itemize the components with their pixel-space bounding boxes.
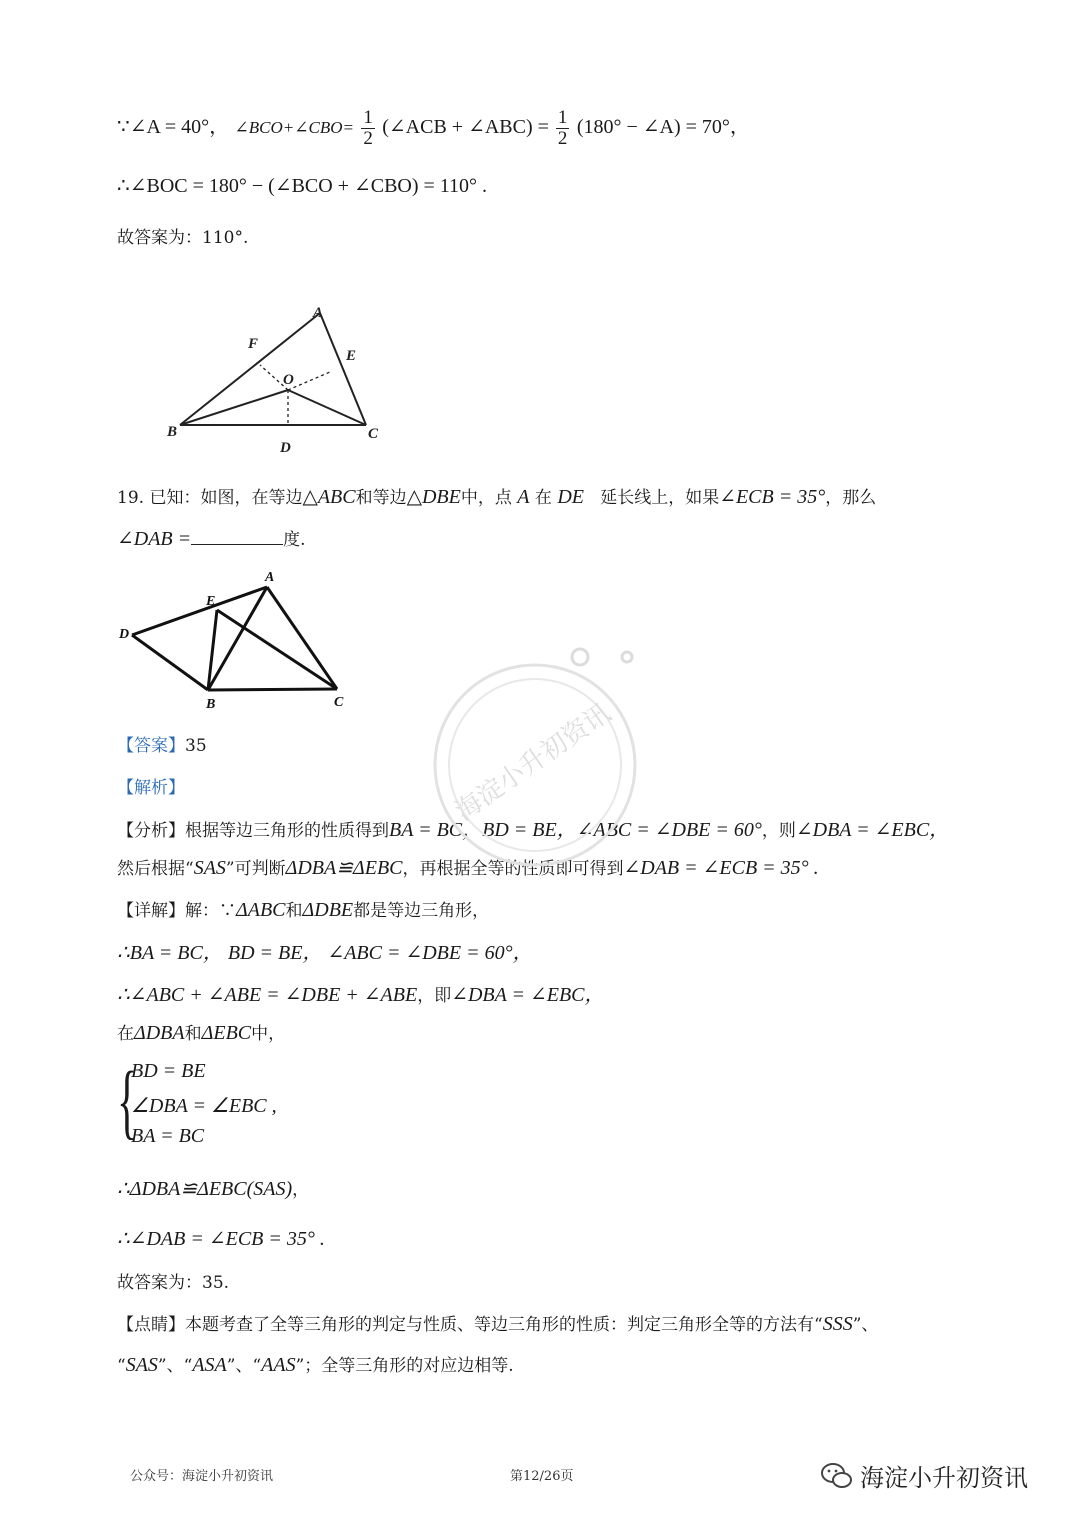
- side-ba: [180, 313, 320, 425]
- answer-line: 【答案】35: [117, 736, 207, 756]
- fenxi-line-1: 【分析】根据等边三角形的性质得到BA = BC，BD = BE，∠ABC = ∠DBE = 60°，则∠DBA = ∠EBC，: [117, 819, 950, 841]
- figure-triangle-abc-incenter: [160, 298, 400, 458]
- label-b: B: [167, 424, 178, 440]
- fenxi-line-2: 然后根据“SAS”可判断ΔDBA≌ΔEBC，再根据全等的性质即可得到∠DAB = ∠ECB = 35° .: [117, 857, 819, 879]
- watermark-text: 海淀小升初资讯: [450, 698, 616, 827]
- footer-page-number: 第12/26页: [510, 1469, 574, 1484]
- label-d: D: [280, 440, 291, 456]
- footer-brand: [820, 1458, 1028, 1493]
- system-row-2: ∠DBA = ∠EBC ,: [131, 1095, 277, 1117]
- label-d2: D: [119, 627, 130, 642]
- label-e2: E: [206, 594, 216, 609]
- fraction-half-1: $\frac{1}{2}$: [363, 107, 373, 149]
- footer-account: 公众号：海淀小升初资讯: [130, 1469, 274, 1484]
- question-19-line-2: ∠DAB = 度.: [117, 528, 306, 550]
- label-c2: C: [334, 695, 344, 710]
- label-f: F: [248, 336, 259, 352]
- perpendicular-oe: [288, 372, 330, 390]
- xiangjie-line-4: 在ΔDBA和ΔEBC中，: [117, 1022, 286, 1044]
- solution-answer-110: 故答案为：110°.: [117, 228, 249, 248]
- answer-blank: [191, 530, 283, 545]
- segment-ac: [267, 587, 337, 689]
- label-a: A: [313, 305, 324, 321]
- dianjing-line-2: “SAS”、“ASA”、“AAS”；全等三角形的对应边相等.: [117, 1354, 514, 1376]
- paren-expression-1: (∠ACB + ∠ABC) =: [382, 116, 554, 138]
- dianjing-line-1: 【点睛】本题考查了全等三角形的判定与性质、等边三角形的性质：判定三角形全等的方法有“SSS”、: [117, 1313, 879, 1335]
- xiangjie-answer: 故答案为：35.: [117, 1273, 230, 1293]
- xiangjie-line-6: ∴∠DAB = ∠ECB = 35° .: [117, 1228, 325, 1250]
- label-a2: A: [265, 570, 275, 585]
- fraction-half-2: $\frac{1}{2}$: [557, 107, 568, 149]
- jiexi-heading: 【解析】: [117, 778, 185, 798]
- system-row-3: BA = BC: [131, 1125, 205, 1147]
- wechat-icon: [820, 1461, 854, 1491]
- segment-db: [132, 635, 208, 690]
- paren-expression-2: (180° − ∠A) = 70°，: [576, 116, 750, 138]
- footer-brand-text: 海淀小升初资讯: [860, 1464, 1028, 1492]
- xiangjie-line-1: 【详解】解：∵ΔABC和ΔDBE都是等边三角形，: [117, 899, 490, 921]
- left-brace: {: [117, 1055, 138, 1148]
- watermark-bubble-icon: [572, 649, 588, 665]
- given-angle-a: ∵∠A = 40°，: [117, 116, 230, 138]
- xiangjie-line-5: ∴ΔDBA≌ΔEBC(SAS)，: [117, 1178, 310, 1200]
- figure-equilateral-triangles: [115, 565, 365, 715]
- label-b2: B: [206, 697, 216, 712]
- solution-line-2: ∴∠BOC = 180° − (∠BCO + ∠CBO) = 110° .: [117, 175, 488, 197]
- label-c: C: [368, 426, 379, 442]
- xiangjie-line-2: ∴BA = BC， BD = BE， ∠ABC = ∠DBE = 60°，: [117, 942, 533, 964]
- angle-sum-label: ∠BCO+∠CBO=: [234, 118, 354, 137]
- question-19-line-1: 19. 已知：如图，在等边△ABC和等边△DBE中，点 A 在 DE 延长线上，如果∠ECB = 35°，那么: [117, 486, 877, 508]
- segment-ec: [217, 610, 337, 689]
- system-row-1: BD = BE: [131, 1060, 206, 1082]
- watermark-seal: [415, 630, 655, 870]
- xiangjie-line-3: ∴∠ABC + ∠ABE = ∠DBE + ∠ABE，即∠DBA = ∠EBC，: [117, 984, 605, 1006]
- segment-bo: [180, 390, 288, 425]
- label-e: E: [346, 348, 357, 364]
- segment-bc: [208, 689, 337, 690]
- solution-line-1: [117, 108, 750, 149]
- label-o: O: [283, 372, 294, 388]
